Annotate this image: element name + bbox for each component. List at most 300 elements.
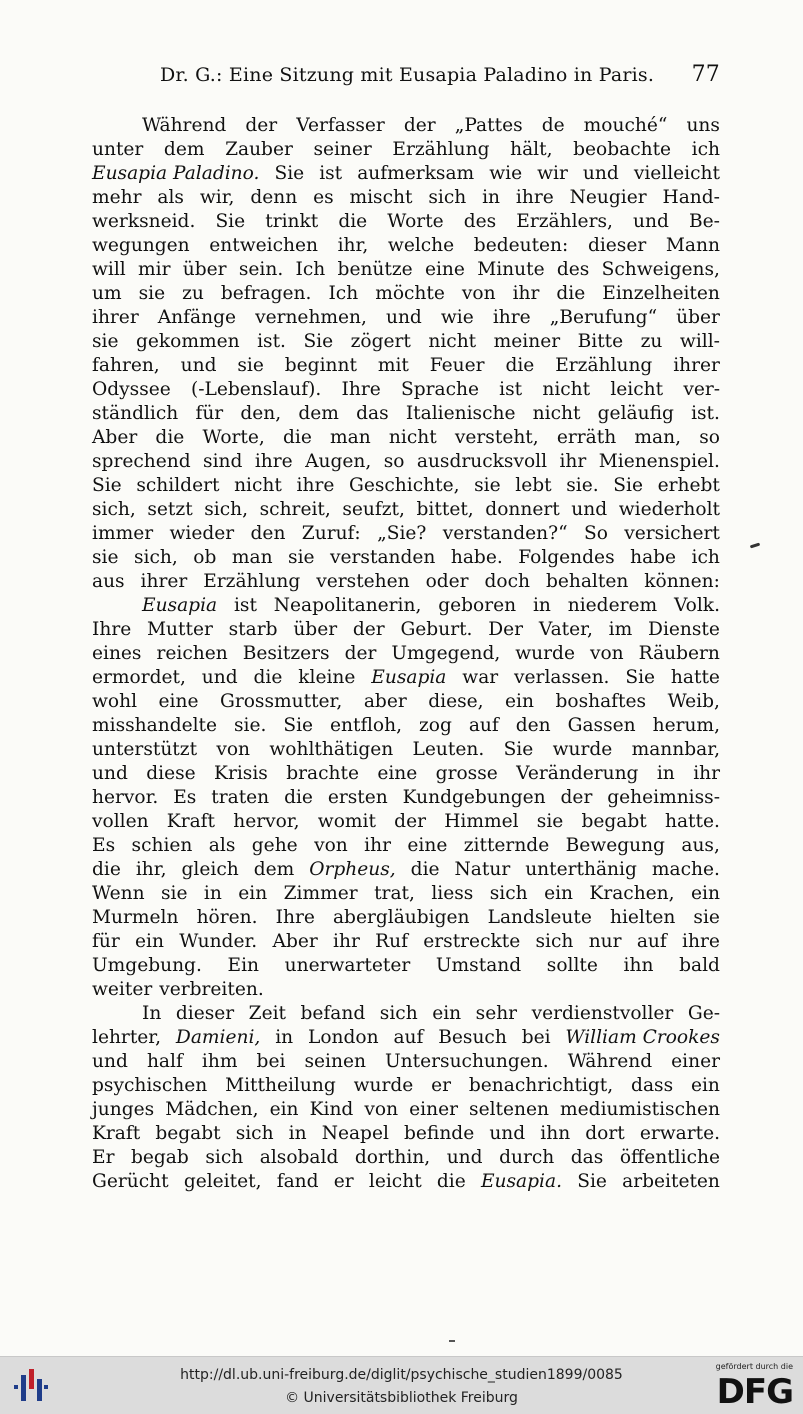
word: erwarte. bbox=[639, 1123, 720, 1144]
word: Schweigens, bbox=[601, 259, 720, 280]
word: Umgebung. bbox=[92, 955, 202, 976]
word: lebt bbox=[515, 475, 552, 496]
page-number: 77 bbox=[691, 62, 720, 87]
word: dem bbox=[253, 859, 295, 880]
word: befand bbox=[300, 1003, 366, 1024]
word: Zeit bbox=[248, 1003, 286, 1024]
word: hören. bbox=[196, 907, 258, 928]
text-line bbox=[92, 282, 720, 306]
word: bittet, bbox=[416, 499, 474, 520]
word: es bbox=[313, 187, 334, 208]
word: ihr bbox=[512, 283, 540, 304]
word: geleitet, bbox=[183, 1171, 262, 1192]
word: Sie bbox=[613, 475, 643, 496]
word: die bbox=[436, 1171, 466, 1192]
word: Kraft bbox=[92, 1123, 141, 1144]
word: aus, bbox=[681, 835, 720, 856]
word: Mutter bbox=[147, 619, 213, 640]
text-line bbox=[92, 1026, 720, 1050]
word: Mienenspiel. bbox=[598, 451, 720, 472]
word: donnert bbox=[485, 499, 560, 520]
word: Anfänge bbox=[157, 307, 237, 328]
text-line bbox=[92, 714, 720, 738]
text-line bbox=[92, 1050, 720, 1074]
word: so bbox=[383, 451, 405, 472]
word: Erzählung bbox=[203, 571, 301, 592]
word: „Sie? bbox=[377, 523, 427, 544]
word: sind bbox=[203, 451, 243, 472]
word: „Pattes bbox=[454, 115, 523, 136]
word: in bbox=[288, 1123, 307, 1144]
word: vollen bbox=[92, 811, 149, 832]
word: wohlthätigen bbox=[269, 739, 394, 760]
word: denn bbox=[250, 187, 298, 208]
word: uns bbox=[686, 115, 720, 136]
word: dorthin, bbox=[354, 1147, 431, 1168]
word: mir bbox=[138, 259, 171, 280]
word: Sie bbox=[92, 475, 122, 496]
text-line bbox=[92, 474, 720, 498]
word: Zauber bbox=[225, 139, 293, 160]
word: schreit, bbox=[259, 499, 331, 520]
word: die bbox=[338, 211, 368, 232]
word: dem bbox=[298, 403, 339, 424]
word: reichen bbox=[156, 643, 228, 664]
word: Während bbox=[567, 1051, 653, 1072]
word: in bbox=[532, 595, 551, 616]
word: und bbox=[201, 667, 238, 688]
word: ein bbox=[432, 1003, 462, 1024]
word: unerwarteter bbox=[284, 955, 411, 976]
word: Folgendes bbox=[518, 547, 615, 568]
text-line bbox=[92, 834, 720, 858]
word: unterthänig bbox=[525, 859, 637, 880]
word: Italienische bbox=[405, 403, 516, 424]
word: sie bbox=[237, 355, 264, 376]
word: ersten bbox=[327, 787, 388, 808]
word: Worte, bbox=[202, 427, 265, 448]
word: ver- bbox=[683, 379, 720, 400]
text-line bbox=[92, 666, 720, 690]
word: gleich bbox=[181, 859, 239, 880]
text-line bbox=[92, 162, 720, 186]
margin-mark bbox=[750, 543, 760, 549]
word: Orpheus, bbox=[309, 859, 396, 880]
word: kleine bbox=[298, 667, 356, 688]
word: möchte bbox=[375, 283, 445, 304]
word: gekommen bbox=[135, 331, 240, 352]
word: Weib, bbox=[667, 691, 720, 712]
word: ob bbox=[193, 547, 217, 568]
word: wir, bbox=[199, 187, 235, 208]
word: Sie bbox=[577, 1171, 607, 1192]
word: Sie bbox=[503, 739, 534, 760]
word: Vater, bbox=[538, 619, 593, 640]
word: Ein bbox=[227, 955, 260, 976]
word: Eusapia bbox=[142, 595, 218, 616]
word: verstehen bbox=[316, 571, 410, 592]
text-line bbox=[92, 186, 720, 210]
word: Sie bbox=[215, 211, 246, 232]
word: dass bbox=[631, 1075, 674, 1096]
word: bald bbox=[679, 955, 720, 976]
word: Umgegend, bbox=[391, 643, 501, 664]
word: das bbox=[356, 403, 389, 424]
word: setzt bbox=[147, 499, 193, 520]
word: von bbox=[216, 739, 251, 760]
word: Aber bbox=[92, 427, 138, 448]
word: liess bbox=[431, 883, 474, 904]
word: geläufig bbox=[597, 403, 674, 424]
word: werksneid. bbox=[92, 211, 196, 232]
word: behalten bbox=[545, 571, 629, 592]
word: für bbox=[92, 931, 120, 952]
text-line bbox=[92, 114, 720, 138]
word: die bbox=[253, 667, 283, 688]
word: die bbox=[556, 283, 586, 304]
word: alsobald bbox=[259, 1147, 339, 1168]
word: benütze bbox=[337, 259, 413, 280]
word: mouché“ bbox=[583, 115, 668, 136]
word: ständlich bbox=[92, 403, 179, 424]
word: so bbox=[699, 427, 720, 448]
word: können: bbox=[644, 571, 720, 592]
word: man, bbox=[634, 427, 681, 448]
word: sie bbox=[693, 907, 720, 928]
text-line bbox=[92, 330, 720, 354]
word: sich bbox=[489, 883, 528, 904]
word: ist. bbox=[257, 331, 286, 352]
word: als bbox=[157, 187, 184, 208]
dfg-logo bbox=[707, 1362, 795, 1412]
word: lehrter, bbox=[92, 1027, 162, 1048]
text-line bbox=[92, 642, 720, 666]
word: verdienstvoller bbox=[531, 1003, 674, 1024]
word: seiner bbox=[313, 139, 372, 160]
word: Ihre bbox=[341, 379, 381, 400]
word: beginnt bbox=[284, 355, 357, 376]
word: Gerücht bbox=[92, 1171, 169, 1192]
text-line bbox=[92, 450, 720, 474]
word: gehe bbox=[251, 835, 298, 856]
word: erräth bbox=[556, 427, 617, 448]
word: nicht bbox=[542, 379, 591, 400]
word: meiner bbox=[493, 331, 561, 352]
word: Neapolitanerin, bbox=[273, 595, 422, 616]
page-mark bbox=[449, 1340, 455, 1342]
word: beobachte bbox=[573, 139, 672, 160]
word: Sprache bbox=[400, 379, 479, 400]
text-line bbox=[92, 690, 720, 714]
word: Räubern bbox=[638, 643, 720, 664]
word: ihn bbox=[623, 955, 654, 976]
word: und bbox=[571, 499, 608, 520]
running-title-author: Dr. G.: bbox=[160, 64, 223, 86]
text-line bbox=[92, 546, 720, 570]
word: ihr bbox=[693, 763, 720, 784]
word: sie bbox=[92, 331, 119, 352]
word: ihr, bbox=[337, 235, 369, 256]
word: sich bbox=[235, 1123, 274, 1144]
word: seufzt, bbox=[342, 499, 405, 520]
word: unter bbox=[92, 139, 144, 160]
word: ein bbox=[135, 931, 164, 952]
text-line bbox=[92, 858, 720, 882]
word: doch bbox=[484, 571, 530, 592]
word: die bbox=[505, 355, 535, 376]
word: erstreckte bbox=[423, 931, 521, 952]
word: sprechend bbox=[92, 451, 191, 472]
word: des bbox=[463, 211, 497, 232]
word: mannbar, bbox=[631, 739, 720, 760]
word: ihre bbox=[492, 307, 531, 328]
word: Untersuchungen. bbox=[385, 1051, 549, 1072]
word: versteht, bbox=[454, 427, 539, 448]
word: sich, bbox=[92, 499, 136, 520]
word: London bbox=[307, 1027, 379, 1048]
word: und bbox=[582, 163, 619, 184]
word: Odyssee bbox=[92, 379, 171, 400]
word: mit bbox=[377, 355, 409, 376]
word: nicht bbox=[234, 475, 282, 496]
text-line bbox=[92, 1002, 720, 1026]
word: ihr bbox=[333, 931, 360, 952]
word: hervor, bbox=[233, 811, 300, 832]
word: herum, bbox=[652, 715, 720, 736]
word: dieser bbox=[175, 1003, 235, 1024]
text-line bbox=[92, 954, 720, 978]
word: eine bbox=[377, 763, 418, 784]
word: ist. bbox=[691, 403, 720, 424]
word: den bbox=[515, 715, 551, 736]
word: brachte bbox=[286, 763, 359, 784]
word: Worte bbox=[387, 211, 444, 232]
word: habe. bbox=[450, 547, 503, 568]
word: ihr bbox=[364, 835, 391, 856]
word: eines bbox=[92, 643, 142, 664]
word: weiter bbox=[92, 979, 153, 1000]
word: begabt bbox=[155, 1123, 221, 1144]
word: nicht bbox=[388, 427, 437, 448]
word: in bbox=[275, 1027, 294, 1048]
word: der bbox=[560, 787, 593, 808]
word: mischt bbox=[349, 187, 413, 208]
text-line bbox=[92, 570, 720, 594]
word: aufmerksam bbox=[357, 163, 475, 184]
word: misshandelte bbox=[92, 715, 218, 736]
word: ihrer bbox=[92, 307, 139, 328]
text-line bbox=[92, 138, 720, 162]
word: Volk. bbox=[673, 595, 720, 616]
word: für bbox=[195, 403, 224, 424]
word: die bbox=[92, 859, 121, 880]
source-url[interactable]: http://dl.ub.uni-freiburg.de/diglit/psychische_studien1899/0085 bbox=[180, 1367, 623, 1383]
word: Mittheilung bbox=[225, 1075, 336, 1096]
word: befinde bbox=[404, 1123, 475, 1144]
word: verlassen. bbox=[514, 667, 610, 688]
word: ihr, bbox=[135, 859, 167, 880]
word: Zimmer bbox=[283, 883, 358, 904]
word: Sie bbox=[303, 331, 334, 352]
word: ihn bbox=[540, 1123, 571, 1144]
word: geboren bbox=[438, 595, 517, 616]
word: vielleicht bbox=[633, 163, 720, 184]
text-line bbox=[92, 210, 720, 234]
word: Ihre bbox=[92, 619, 132, 640]
word: zögert bbox=[350, 331, 411, 352]
text-line bbox=[92, 930, 720, 954]
word: der bbox=[245, 115, 278, 136]
word: geheimniss- bbox=[607, 787, 720, 808]
word: Wenn bbox=[92, 883, 145, 904]
dfg-wordmark: DFG bbox=[716, 1372, 793, 1412]
word: Krachen, bbox=[589, 883, 675, 904]
word: Eusapia bbox=[371, 667, 447, 688]
word: Es bbox=[173, 787, 197, 808]
word: ein bbox=[505, 691, 534, 712]
word: Himmel bbox=[444, 811, 519, 832]
word: und bbox=[385, 307, 422, 328]
word: Erzählung bbox=[555, 355, 653, 376]
word: des bbox=[556, 259, 590, 280]
word: bei bbox=[256, 1051, 286, 1072]
word: half bbox=[146, 1051, 183, 1072]
text-line bbox=[92, 234, 720, 258]
word: ermordet, bbox=[92, 667, 186, 688]
word: (-Lebenslauf). bbox=[190, 379, 322, 400]
word: sich, bbox=[133, 547, 178, 568]
word: Feuer bbox=[429, 355, 485, 376]
word: fahren, bbox=[92, 355, 160, 376]
word: Er bbox=[92, 1147, 115, 1168]
word: Verfasser bbox=[296, 115, 385, 136]
text-line bbox=[92, 306, 720, 330]
word: aber bbox=[363, 691, 407, 712]
text-line bbox=[92, 786, 720, 810]
word: sie. bbox=[566, 475, 599, 496]
word: leicht bbox=[368, 1171, 422, 1192]
word: oder bbox=[425, 571, 469, 592]
word: Neapel bbox=[321, 1123, 389, 1144]
word: Gassen bbox=[567, 715, 636, 736]
word: mache. bbox=[651, 859, 720, 880]
word: sich bbox=[379, 1003, 418, 1024]
word: In bbox=[142, 1003, 162, 1024]
copyright-notice: © Universitätsbibliothek Freiburg bbox=[285, 1390, 518, 1406]
word: Besuch bbox=[438, 1027, 507, 1048]
word: ein bbox=[238, 883, 268, 904]
word: seinen bbox=[304, 1051, 366, 1072]
word: Sie bbox=[274, 163, 305, 184]
word: unterstützt bbox=[92, 739, 198, 760]
word: von bbox=[589, 643, 624, 664]
word: will bbox=[92, 259, 126, 280]
word: wiederholt bbox=[618, 499, 720, 520]
word: abergläubigen bbox=[332, 907, 470, 928]
text-line bbox=[92, 354, 720, 378]
text-line bbox=[92, 402, 720, 426]
word: entweichen bbox=[209, 235, 318, 256]
text-line bbox=[92, 1098, 720, 1122]
word: ihre bbox=[254, 451, 293, 472]
running-title bbox=[160, 64, 654, 86]
word: sie bbox=[138, 283, 166, 304]
word: William Crookes bbox=[565, 1027, 720, 1048]
word: sie. bbox=[234, 715, 267, 736]
word: die bbox=[282, 427, 312, 448]
text-line bbox=[92, 1122, 720, 1146]
word: versichert bbox=[624, 523, 720, 544]
word: ihrer bbox=[673, 355, 720, 376]
word: Minute bbox=[477, 259, 545, 280]
word: Leuten. bbox=[412, 739, 485, 760]
word: Es bbox=[92, 835, 116, 856]
word: Einzelheiten bbox=[602, 283, 720, 304]
word: Ich bbox=[328, 283, 359, 304]
text-line bbox=[92, 978, 720, 1002]
word: Geschichte, bbox=[348, 475, 460, 496]
word: und bbox=[633, 211, 669, 232]
word: Dienste bbox=[648, 619, 720, 640]
text-line bbox=[92, 762, 720, 786]
word: sich, bbox=[204, 499, 249, 520]
word: auf bbox=[636, 931, 667, 952]
word: schien bbox=[131, 835, 193, 856]
text-line bbox=[92, 378, 720, 402]
word: ein bbox=[690, 1075, 720, 1096]
word: wurde bbox=[353, 1075, 414, 1096]
word: man bbox=[330, 427, 371, 448]
word: und bbox=[180, 355, 217, 376]
word: auf bbox=[393, 1027, 424, 1048]
word: der bbox=[394, 811, 426, 832]
word: sie bbox=[288, 547, 315, 568]
word: über bbox=[676, 307, 720, 328]
word: niederem bbox=[567, 595, 658, 616]
word: öffentliche bbox=[619, 1147, 720, 1168]
text-line bbox=[92, 810, 720, 834]
word: zu bbox=[640, 331, 663, 352]
word: wir bbox=[537, 163, 568, 184]
word: zog bbox=[418, 715, 452, 736]
word: womit bbox=[317, 811, 376, 832]
word: sein. bbox=[238, 259, 284, 280]
word: man bbox=[231, 547, 273, 568]
word: er bbox=[333, 1171, 354, 1192]
word: von bbox=[364, 1099, 399, 1120]
body-text bbox=[92, 114, 720, 1194]
text-line bbox=[92, 1146, 720, 1170]
word: habe bbox=[630, 547, 677, 568]
word: mehr bbox=[92, 187, 142, 208]
word: Kind bbox=[309, 1099, 354, 1120]
text-line bbox=[92, 906, 720, 930]
text-line bbox=[92, 594, 720, 618]
word: in bbox=[656, 763, 675, 784]
word: das bbox=[570, 1147, 604, 1168]
word: ihm bbox=[201, 1051, 238, 1072]
word: sehr bbox=[475, 1003, 518, 1024]
word: boshaftes bbox=[555, 691, 647, 712]
dfg-tagline: gefördert durch die bbox=[715, 1362, 793, 1371]
word: die bbox=[410, 859, 440, 880]
word: nur bbox=[588, 931, 622, 952]
word: die bbox=[284, 787, 313, 808]
word: Mädchen, bbox=[165, 1099, 259, 1120]
word: in bbox=[482, 187, 501, 208]
word: So bbox=[583, 523, 608, 544]
word: Landsleute bbox=[487, 907, 592, 928]
